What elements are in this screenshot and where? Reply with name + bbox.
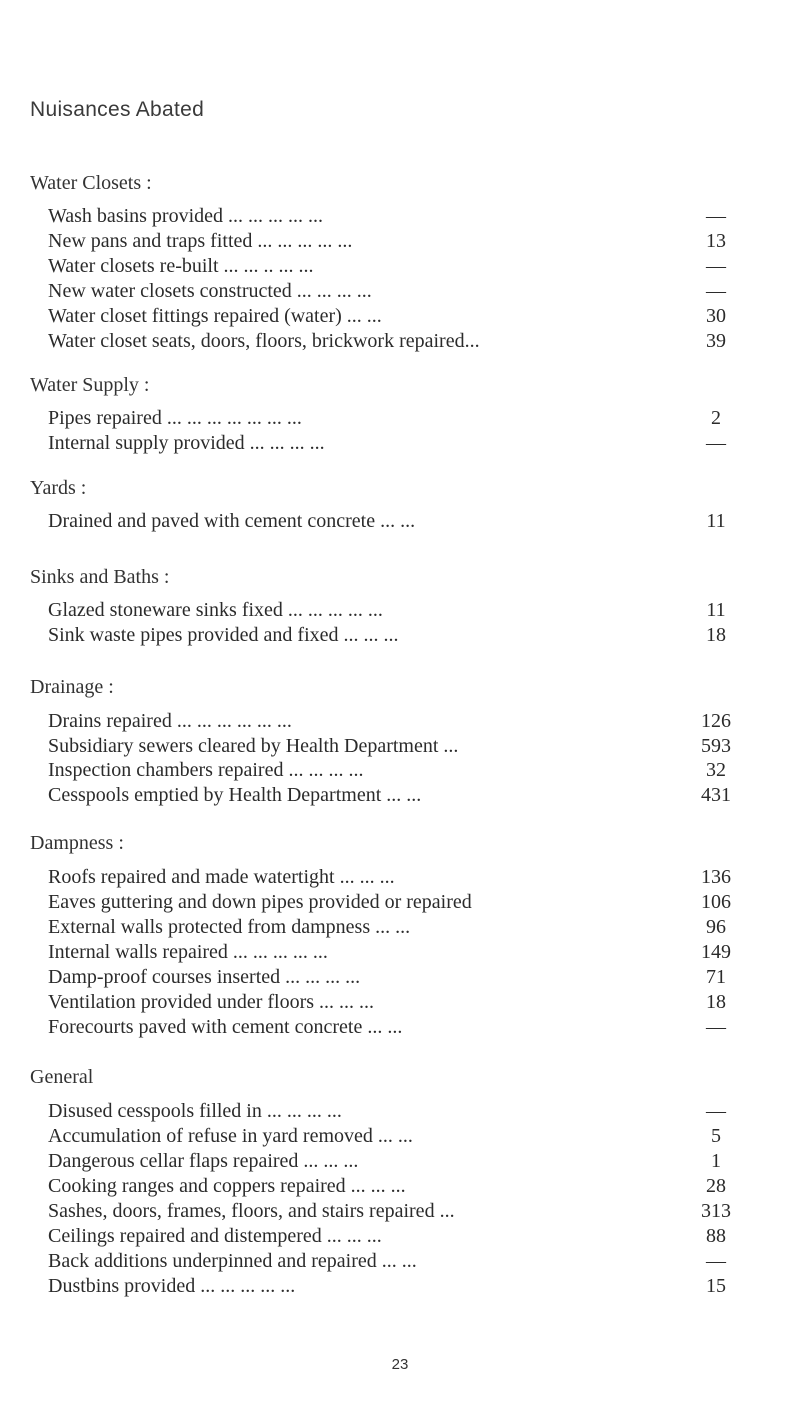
- list-item: [48, 914, 738, 940]
- item-label: Glazed stoneware sinks fixed ... ... ... ... ...: [48, 599, 383, 621]
- item-value: 18: [706, 991, 726, 1013]
- item-label: Disused cesspools filled in ... ... ... ...: [48, 1100, 342, 1122]
- list-item: [48, 708, 738, 734]
- page-title: Nuisances Abated: [30, 98, 205, 121]
- list-item: [48, 1273, 738, 1299]
- list-item: [48, 622, 738, 648]
- item-value: 11: [706, 599, 726, 621]
- list-item: [48, 328, 738, 354]
- list-item: [48, 939, 738, 965]
- list-item: [48, 989, 738, 1015]
- list-item: [48, 597, 738, 623]
- list-item: [48, 228, 738, 254]
- list-item: [48, 303, 738, 329]
- item-value: 32: [706, 759, 726, 781]
- item-value: —: [706, 432, 726, 454]
- item-value: 96: [706, 916, 726, 938]
- item-label: Forecourts paved with cement concrete ... ...: [48, 1016, 403, 1038]
- list-item: [48, 430, 738, 456]
- item-label: Ceilings repaired and distempered ... ... ...: [48, 1225, 382, 1247]
- list-item: [48, 864, 738, 890]
- item-label: Wash basins provided ... ... ... ... ...: [48, 205, 324, 227]
- item-value: 1: [711, 1150, 721, 1172]
- item-value: 431: [701, 784, 731, 806]
- item-label: Dangerous cellar flaps repaired ... ... ...: [48, 1150, 359, 1172]
- item-label: New water closets constructed ... ... ... ...: [48, 280, 372, 302]
- item-value: —: [706, 205, 726, 227]
- list-item: [48, 782, 738, 808]
- item-value: 2: [711, 407, 721, 429]
- item-label: Water closets re-built ... ... .. ... ...: [48, 255, 314, 277]
- list-item: [48, 1123, 738, 1149]
- item-label: Internal walls repaired ... ... ... ... ...: [48, 941, 328, 963]
- list-item: [48, 1198, 738, 1224]
- item-label: Water closet seats, doors, floors, brickwork repaired...: [48, 330, 480, 352]
- item-label: New pans and traps fitted ... ... ... ... ...: [48, 230, 353, 252]
- item-value: 18: [706, 624, 726, 646]
- item-label: Back additions underpinned and repaired ... ...: [48, 1250, 417, 1272]
- item-label: External walls protected from dampness ... ...: [48, 916, 411, 938]
- list-item: [48, 253, 738, 279]
- item-label: Subsidiary sewers cleared by Health Department ...: [48, 735, 459, 757]
- item-value: 39: [706, 330, 726, 352]
- item-value: 313: [701, 1200, 731, 1222]
- list-item: [48, 1173, 738, 1199]
- item-label: Pipes repaired ... ... ... ... ... ... ...: [48, 407, 302, 429]
- item-label: Inspection chambers repaired ... ... ... ...: [48, 759, 364, 781]
- item-value: 15: [706, 1275, 726, 1297]
- list-item: [48, 964, 738, 990]
- list-item: [48, 1248, 738, 1274]
- item-label: Drains repaired ... ... ... ... ... ...: [48, 710, 292, 732]
- item-label: Ventilation provided under floors ... ... ...: [48, 991, 375, 1013]
- item-label: Roofs repaired and made watertight ... ... ...: [48, 866, 395, 888]
- item-value: 13: [706, 230, 726, 252]
- item-value: 5: [711, 1125, 721, 1147]
- item-value: 71: [706, 966, 726, 988]
- item-value: 88: [706, 1225, 726, 1247]
- item-value: 106: [701, 891, 731, 913]
- section-heading-sinks-and-baths: Sinks and Baths :: [30, 566, 170, 588]
- item-value: 149: [701, 941, 731, 963]
- item-value: 28: [706, 1175, 726, 1197]
- list-item: [48, 1223, 738, 1249]
- item-value: —: [706, 1100, 726, 1122]
- item-value: —: [706, 1250, 726, 1272]
- item-value: 593: [701, 735, 731, 757]
- list-item: [48, 203, 738, 229]
- item-label: Internal supply provided ... ... ... ...: [48, 432, 325, 454]
- item-label: Drained and paved with cement concrete ... ...: [48, 510, 416, 532]
- list-item: [48, 757, 738, 783]
- item-value: 11: [706, 510, 726, 532]
- item-label: Cooking ranges and coppers repaired ... ... ...: [48, 1175, 406, 1197]
- list-item: [48, 1148, 738, 1174]
- item-value: 136: [701, 866, 731, 888]
- item-label: Water closet fittings repaired (water) ... ...: [48, 305, 382, 327]
- item-value: —: [706, 280, 726, 302]
- item-value: 30: [706, 305, 726, 327]
- section-heading-yards: Yards :: [30, 477, 87, 499]
- list-item: [48, 405, 738, 431]
- list-item: [48, 1014, 738, 1040]
- item-label: Sashes, doors, frames, floors, and stairs repaired ...: [48, 1200, 455, 1222]
- list-item: [48, 889, 738, 915]
- item-value: —: [706, 255, 726, 277]
- list-item: [48, 1098, 738, 1124]
- section-heading-dampness: Dampness :: [30, 832, 124, 854]
- list-item: [48, 733, 738, 759]
- item-value: 126: [701, 710, 731, 732]
- page-number: 23: [391, 1356, 409, 1373]
- list-item: [48, 508, 738, 534]
- section-heading-water-supply: Water Supply :: [30, 374, 150, 396]
- item-label: Accumulation of refuse in yard removed ... ...: [48, 1125, 413, 1147]
- item-label: Dustbins provided ... ... ... ... ...: [48, 1275, 296, 1297]
- item-label: Eaves guttering and down pipes provided or repaired: [48, 891, 472, 913]
- item-label: Sink waste pipes provided and fixed ... ... ...: [48, 624, 399, 646]
- section-heading-drainage: Drainage :: [30, 676, 114, 698]
- section-heading-general: General: [30, 1066, 94, 1088]
- list-item: [48, 278, 738, 304]
- item-value: —: [706, 1016, 726, 1038]
- section-heading-water-closets: Water Closets :: [30, 172, 152, 194]
- item-label: Cesspools emptied by Health Department ... ...: [48, 784, 422, 806]
- item-label: Damp-proof courses inserted ... ... ... ...: [48, 966, 361, 988]
